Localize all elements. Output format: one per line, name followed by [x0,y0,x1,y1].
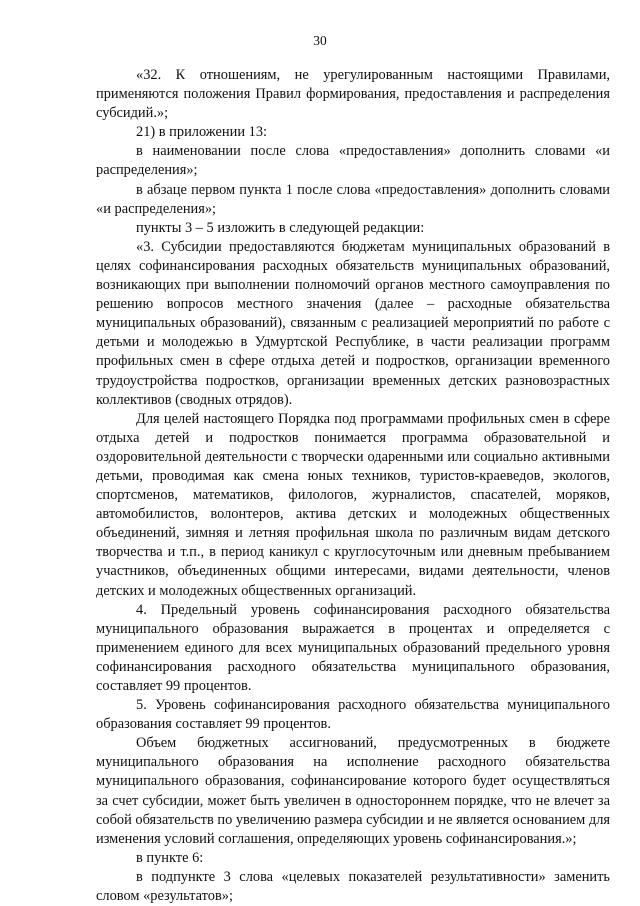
paragraph: 5. Уровень софинансирования расходного обязательства муниципального образования составляет 99 процентов. [96,697,610,733]
paragraph: «32. К отношениям, не урегулированным настоящими Правилами, применяются положения Правил формирования, предоставления и распределения субсидий.»; [96,67,610,122]
paragraph: 21) в приложении 13: [136,124,268,141]
paragraph: «3. Субсидии предоставляются бюджетам муниципальных образований в целях софинансирования расходных обязательств муниципальных образований, возникающих при выполнении полномочий органов местного самоуправления по решению вопросов местного значения (далее – расходные обязательства муниципальных образований), связанным с реализацией мероприятий по работе с детьми и молодежью в Удмуртской Республике, в части реализации программ профильных смен в сфере отдыха детей и подростков, организации временного трудоустройства подростков, организации временных детских разновозрастных коллективов (сводных отрядов). [96,238,610,408]
paragraph: пункты 3 – 5 изложить в следующей редакции: [136,219,425,236]
document-body [96,66,610,906]
paragraph: в наименовании после слова «предоставления» дополнить словами «и распределения»; [96,143,610,179]
page-number: 30 [313,33,327,48]
paragraph: 4. Предельный уровень софинансирования расходного обязательства муниципального образования выражается в процентах и определяется с применением единого для всех муниципальных образований предельного уровня софинансирования расходного обязательства муниципального образования, составляет 99 процентов. [96,601,610,694]
paragraph: Для целей настоящего Порядка под программами профильных смен в сфере отдыха детей и подростков понимается программа образовательной и оздоровительной деятельности с творчески одаренными или социально активными детьми, проводимая как смена юных техников, туристов-краеведов, экологов, спортсменов, математиков, филологов, журналистов, спасателей, моряков, автомобилистов, волонтеров, актива детских и молодежных общественных объединений, зимняя и летняя профильная школа по различным видам детского творчества и т.п., в период каникул с круглосуточным или дневным пребыванием участников, объединенных общими интересами, видами деятельности, членов детских и молодежных общественных организаций. [96,410,610,599]
paragraph: в подпункте 3 слова «целевых показателей результативности» заменить словом «результатов»; [96,868,610,905]
paragraph: Объем бюджетных ассигнований, предусмотренных в бюджете муниципального образования на исполнение расходного обязательства муниципального образования, софинансирование которого будет осуществляться за счет субсидии, может быть увеличен в одностороннем порядке, что не влечет за собой обязательств по увеличению размера субсидии и не является основанием для изменения условий соглашения, определяющих уровень софинансирования.»; [96,735,610,847]
paragraph: в абзаце первом пункта 1 после слова «предоставления» дополнить словами «и распределения»; [96,181,610,217]
paragraph: в пункте 6: [136,849,204,866]
